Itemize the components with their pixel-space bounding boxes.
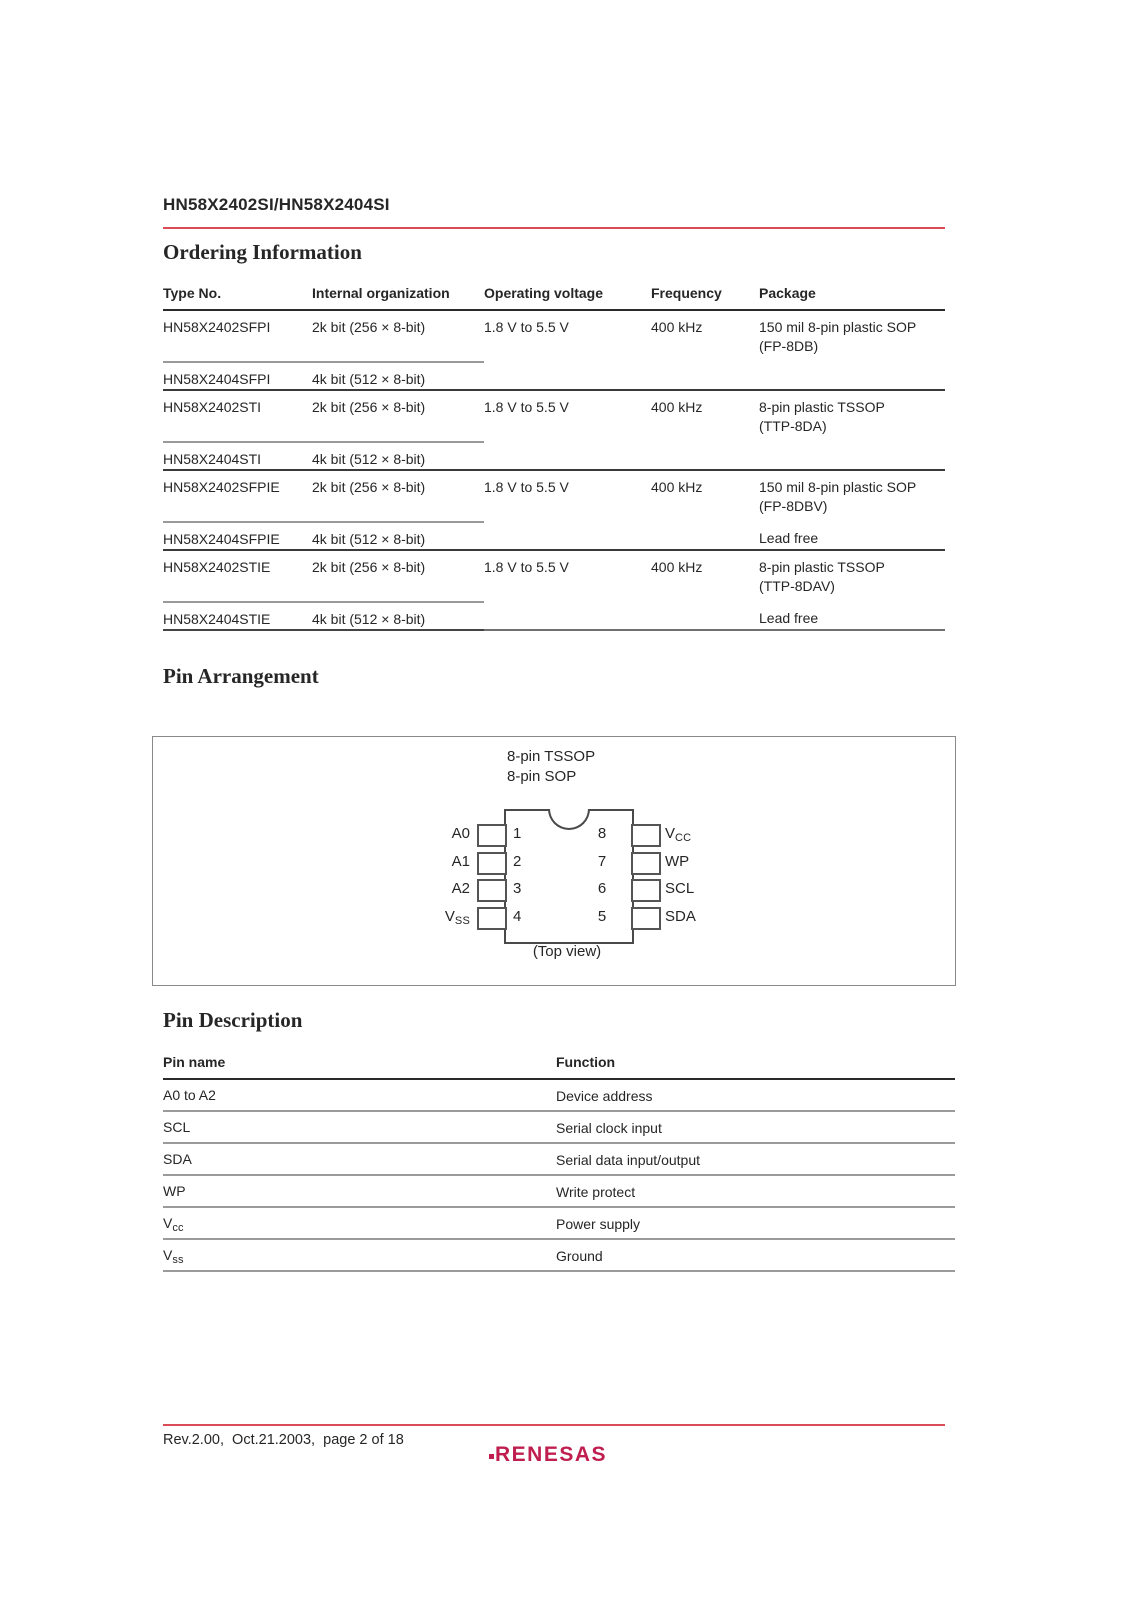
cell-frequency: 400 kHz (651, 470, 759, 522)
cell-voltage: 1.8 V to 5.5 V (484, 310, 651, 362)
ic-package-body (504, 809, 634, 944)
pin-number-5: 5 (597, 908, 607, 925)
table-row (163, 1239, 955, 1271)
cell-package: 8-pin plastic TSSOP (TTP-8DA) (759, 390, 945, 442)
pin-lead (631, 907, 661, 930)
pin-label-scl: SCL (665, 880, 695, 897)
pin-label-a0: A0 (451, 825, 470, 842)
cell-package: Lead free (759, 530, 819, 546)
cell-voltage: 1.8 V to 5.5 V (484, 550, 651, 602)
pin-label-wp: WP (665, 853, 690, 870)
cell-pin-name: $V_{cc}$ (163, 1207, 556, 1239)
cell-type: HN58X2404SFPIE (163, 522, 312, 550)
package-labels: 8-pin TSSOP 8-pin SOP (507, 748, 596, 785)
col-header-voltage: Operating voltage (484, 283, 651, 310)
pin-arrangement-heading: Pin Arrangement (163, 664, 319, 688)
cell-pin-name: SDA (163, 1143, 556, 1175)
pin-number-2: 2 (513, 853, 522, 870)
cell-org: 2k bit (256 × 8-bit) (312, 550, 484, 602)
ordering-table (163, 283, 945, 631)
cell-function: Write protect (556, 1175, 955, 1207)
col-header-type: Type No. (163, 283, 312, 310)
table-row (163, 310, 945, 362)
cell-org: 2k bit (256 × 8-bit) (312, 470, 484, 522)
pin-lead (631, 879, 661, 902)
cell-frequency: 400 kHz (651, 390, 759, 442)
pin-lead (631, 852, 661, 875)
pin-label-sda: SDA (665, 908, 696, 925)
cell-package: Lead free (759, 602, 945, 630)
pin-arrangement-diagram (152, 736, 956, 986)
cell-org: 2k bit (256 × 8-bit) (312, 390, 484, 442)
revision-text: Rev.2.00, Oct.21.2003, page 2 of 18 (163, 1432, 404, 1448)
pin-desc-header-row (163, 1052, 955, 1079)
pin-lead (477, 879, 507, 902)
col-header-package: Package (759, 283, 945, 310)
cell-type: HN58X2402SFPIE (163, 470, 312, 522)
pin-number-3: 3 (513, 880, 522, 897)
cell-type: HN58X2402STIE (163, 550, 312, 602)
page-title: HN58X2402SI/HN58X2404SI (163, 195, 390, 214)
pin-number-1: 1 (513, 825, 522, 842)
header-rule (163, 227, 945, 229)
cell-org: 4k bit (512 × 8-bit) (312, 442, 484, 470)
col-header-function: Function (556, 1052, 955, 1079)
cell-pin-name: SCL (163, 1111, 556, 1143)
pin-description-table (163, 1052, 955, 1272)
cell-type: HN58X2402SFPI (163, 310, 312, 362)
col-header-pin-name: Pin name (163, 1052, 556, 1079)
cell-function: Ground (556, 1239, 955, 1271)
cell-function: Power supply (556, 1207, 955, 1239)
table-row (163, 1207, 955, 1239)
pin-number-4: 4 (513, 908, 522, 925)
pin-number-8: 8 (597, 825, 607, 842)
ordering-header-row (163, 283, 945, 310)
table-row (163, 390, 945, 442)
table-row (163, 470, 945, 522)
cell-package (759, 362, 945, 390)
pin-lead (631, 824, 661, 847)
cell-frequency: 400 kHz (651, 310, 759, 362)
cell-package: 150 mil 8-pin plastic SOP (FP-8DB) (759, 310, 945, 362)
cell-pin-name: WP (163, 1175, 556, 1207)
cell-pin-name: $V_{ss}$ (163, 1239, 556, 1271)
cell-frequency: 400 kHz (651, 550, 759, 602)
pin-label-a2: A2 (451, 880, 470, 897)
table-row (163, 1175, 955, 1207)
cell-org: 2k bit (256 × 8-bit) (312, 310, 484, 362)
pin-number-7: 7 (597, 853, 607, 870)
cell-type: HN58X2404STIE (163, 602, 312, 630)
table-row (163, 522, 945, 550)
pin1-notch-icon (548, 809, 590, 830)
renesas-logo: RENESAS (489, 1443, 607, 1467)
pin-label-vss: $V_{SS}$ (444, 908, 470, 927)
ordering-heading: Ordering Information (163, 240, 362, 264)
logo-dot-icon (489, 1454, 494, 1459)
cell-type: HN58X2402STI (163, 390, 312, 442)
table-row (163, 602, 945, 630)
cell-type: HN58X2404SFPI (163, 362, 312, 390)
cell-package: 8-pin plastic TSSOP (TTP-8DAV) (759, 550, 945, 602)
col-header-frequency: Frequency (651, 283, 759, 310)
pin-lead (477, 824, 507, 847)
footer-rule (163, 1424, 945, 1426)
cell-pin-name: A0 to A2 (163, 1079, 556, 1111)
pin-description-heading: Pin Description (163, 1008, 303, 1032)
pin-label-a1: A1 (451, 853, 470, 870)
cell-org: 4k bit (512 × 8-bit) (312, 362, 484, 390)
col-header-org: Internal organization (312, 283, 484, 310)
pin-label-vcc: $V_{CC}$ (665, 825, 692, 844)
cell-function: Device address (556, 1079, 955, 1111)
table-row (163, 442, 945, 470)
table-row (163, 362, 945, 390)
cell-type: HN58X2404STI (163, 442, 312, 470)
table-row (163, 1111, 955, 1143)
pin-lead (477, 852, 507, 875)
top-view-caption: (Top view) (532, 943, 602, 960)
cell-org: 4k bit (512 × 8-bit) (312, 602, 484, 630)
cell-function: Serial clock input (556, 1111, 955, 1143)
cell-function: Serial data input/output (556, 1143, 955, 1175)
pin-number-6: 6 (597, 880, 607, 897)
cell-org: 4k bit (512 × 8-bit) (312, 522, 484, 550)
cell-voltage: 1.8 V to 5.5 V (484, 390, 651, 442)
pin-lead (477, 907, 507, 930)
cell-package (759, 442, 945, 470)
table-row (163, 550, 945, 602)
table-row (163, 1079, 955, 1111)
cell-voltage: 1.8 V to 5.5 V (484, 470, 651, 522)
cell-package: 150 mil 8-pin plastic SOP (FP-8DBV) (759, 470, 945, 522)
table-row (163, 1143, 955, 1175)
